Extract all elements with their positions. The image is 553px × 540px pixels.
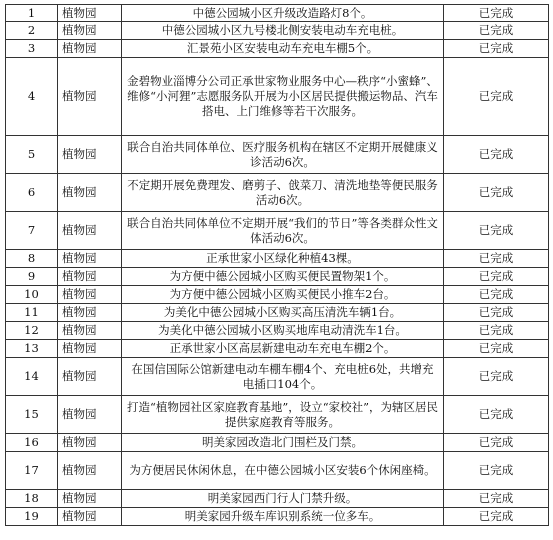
- row-status: 已完成: [444, 40, 549, 58]
- row-status: 已完成: [444, 22, 549, 40]
- row-unit: 植物园: [58, 58, 122, 136]
- row-task: 金碧物业淄博分公司正承世家物业服务中心—秩序“小蜜蜂”、维修“小河狸”志愿服务队开展为小区居民提供搬运物品、汽车搭电、上门维修等若干次服务。: [122, 58, 444, 136]
- row-number: 11: [6, 304, 58, 322]
- row-unit: 植物园: [58, 250, 122, 268]
- row-status: 已完成: [444, 508, 549, 526]
- row-task: 联合自治共同体单位、医疗服务机构在辖区不定期开展健康义诊活动6次。: [122, 136, 444, 174]
- row-task: 中德公园城小区九号楼北侧安装电动车充电桩。: [122, 22, 444, 40]
- row-task: 中德公园城小区升级改造路灯8个。: [122, 5, 444, 22]
- row-number: 2: [6, 22, 58, 40]
- row-number: 12: [6, 322, 58, 340]
- row-unit: 植物园: [58, 452, 122, 490]
- row-number: 5: [6, 136, 58, 174]
- row-task: 明美家园升级车库识别系统一位多车。: [122, 508, 444, 526]
- task-table: [5, 4, 549, 526]
- row-number: 16: [6, 434, 58, 452]
- row-status: 已完成: [444, 396, 549, 434]
- row-unit: 植物园: [58, 358, 122, 396]
- table-row: [6, 452, 549, 490]
- row-number: 9: [6, 268, 58, 286]
- row-number: 4: [6, 58, 58, 136]
- table-row: [6, 304, 549, 322]
- table-row: [6, 136, 549, 174]
- row-status: 已完成: [444, 174, 549, 212]
- row-number: 10: [6, 286, 58, 304]
- row-task: 为美化中德公园城小区购买高压清洗车辆1台。: [122, 304, 444, 322]
- table-row: [6, 250, 549, 268]
- row-unit: 植物园: [58, 40, 122, 58]
- table-row: [6, 340, 549, 358]
- row-task: 打造“植物园社区家庭教育基地”，设立“家校社”，为辖区居民提供家庭教育等服务。: [122, 396, 444, 434]
- row-number: 7: [6, 212, 58, 250]
- row-status: 已完成: [444, 268, 549, 286]
- table-row: [6, 58, 549, 136]
- row-status: 已完成: [444, 286, 549, 304]
- row-unit: 植物园: [58, 322, 122, 340]
- row-task: 在国信国际公馆新建电动车棚车棚4个、充电桩6处，共增充电插口104个。: [122, 358, 444, 396]
- row-unit: 植物园: [58, 508, 122, 526]
- row-status: 已完成: [444, 5, 549, 22]
- row-unit: 植物园: [58, 286, 122, 304]
- row-task: 汇景苑小区安装电动车充电车棚5个。: [122, 40, 444, 58]
- table-row: [6, 5, 549, 22]
- row-number: 15: [6, 396, 58, 434]
- row-unit: 植物园: [58, 434, 122, 452]
- table-row: [6, 40, 549, 58]
- row-number: 8: [6, 250, 58, 268]
- table-row: [6, 508, 549, 526]
- row-number: 6: [6, 174, 58, 212]
- row-unit: 植物园: [58, 5, 122, 22]
- row-unit: 植物园: [58, 340, 122, 358]
- row-number: 14: [6, 358, 58, 396]
- row-status: 已完成: [444, 304, 549, 322]
- table-row: [6, 174, 549, 212]
- row-number: 17: [6, 452, 58, 490]
- table-row: [6, 434, 549, 452]
- row-task: 为方便中德公园城小区购买便民小推车2台。: [122, 286, 444, 304]
- row-task: 不定期开展免费理发、磨剪子、戗菜刀、清洗地垫等便民服务活动6次。: [122, 174, 444, 212]
- row-unit: 植物园: [58, 174, 122, 212]
- row-status: 已完成: [444, 452, 549, 490]
- row-number: 13: [6, 340, 58, 358]
- table-row: [6, 22, 549, 40]
- row-unit: 植物园: [58, 268, 122, 286]
- table-row: [6, 322, 549, 340]
- row-unit: 植物园: [58, 304, 122, 322]
- row-number: 19: [6, 508, 58, 526]
- row-status: 已完成: [444, 212, 549, 250]
- row-number: 18: [6, 490, 58, 508]
- table-row: [6, 358, 549, 396]
- row-unit: 植物园: [58, 136, 122, 174]
- row-status: 已完成: [444, 434, 549, 452]
- row-status: 已完成: [444, 490, 549, 508]
- row-number: 3: [6, 40, 58, 58]
- table-row: [6, 212, 549, 250]
- row-number: 1: [6, 5, 58, 22]
- table-row: [6, 286, 549, 304]
- row-status: 已完成: [444, 340, 549, 358]
- row-unit: 植物园: [58, 396, 122, 434]
- row-unit: 植物园: [58, 22, 122, 40]
- task-table-body: [6, 5, 549, 526]
- table-row: [6, 268, 549, 286]
- row-status: 已完成: [444, 358, 549, 396]
- table-row: [6, 396, 549, 434]
- row-task: 为美化中德公园城小区购买地库电动清洗车1台。: [122, 322, 444, 340]
- row-status: 已完成: [444, 58, 549, 136]
- row-task: 正承世家小区高层新建电动车充电车棚2个。: [122, 340, 444, 358]
- row-status: 已完成: [444, 136, 549, 174]
- row-task: 明美家园西门行人门禁升级。: [122, 490, 444, 508]
- row-task: 正承世家小区绿化种植43棵。: [122, 250, 444, 268]
- row-unit: 植物园: [58, 490, 122, 508]
- row-task: 为方便中德公园城小区购买便民置物架1个。: [122, 268, 444, 286]
- row-task: 明美家园改造北门围栏及门禁。: [122, 434, 444, 452]
- row-status: 已完成: [444, 322, 549, 340]
- row-unit: 植物园: [58, 212, 122, 250]
- row-status: 已完成: [444, 250, 549, 268]
- row-task: 为方便居民休闲休息，在中德公园城小区安装6个休闲座椅。: [122, 452, 444, 490]
- row-task: 联合自治共同体单位不定期开展“我们的节日”等各类群众性文体活动6次。: [122, 212, 444, 250]
- table-row: [6, 490, 549, 508]
